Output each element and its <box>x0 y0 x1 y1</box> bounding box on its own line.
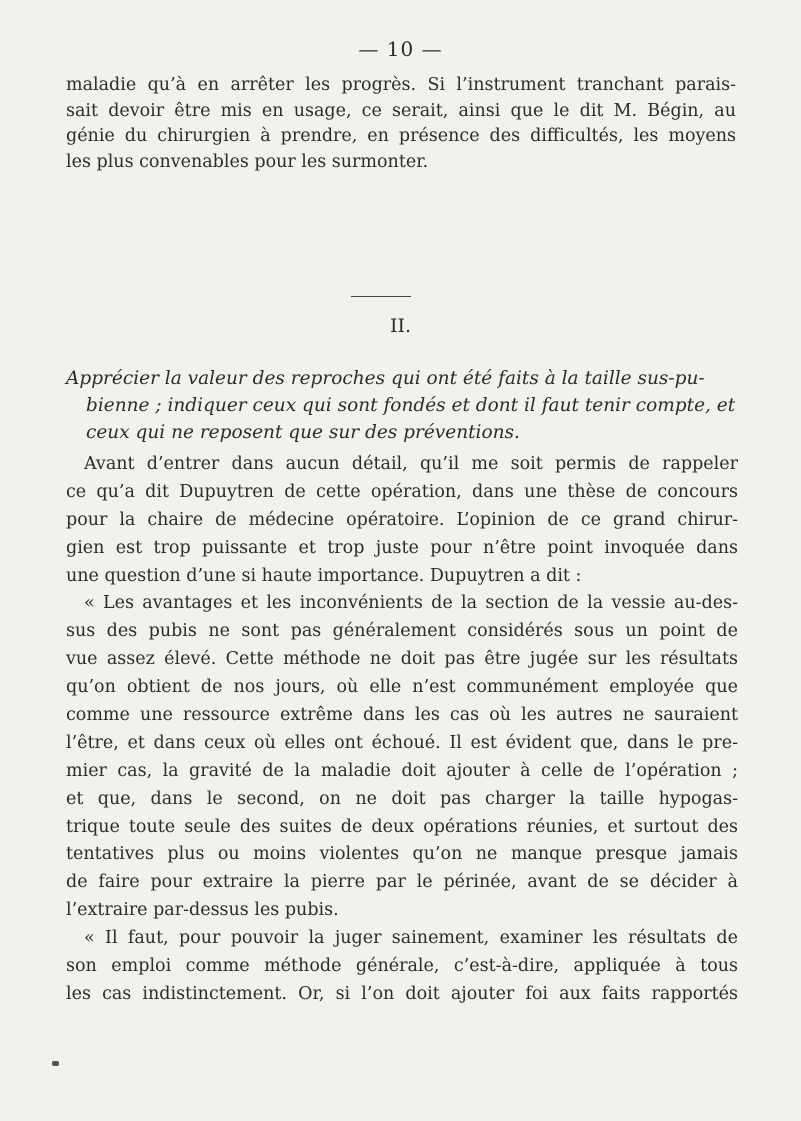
text-line: et que, dans le second, on ne doit pas charger la taille hypogas- <box>66 788 738 809</box>
section-title-line: ceux qui ne reposent que sur des préventions. <box>86 422 520 443</box>
body-text <box>66 451 738 1009</box>
top-paragraph <box>66 73 736 175</box>
text-line: Avant d’entrer dans aucun détail, qu’il me soit permis de rappeler <box>84 454 738 474</box>
text-line: « Les avantages et les inconvénients de la section de la vessie au-des- <box>84 593 738 614</box>
text-line: « Il faut, pour pouvoir la juger sainement, examiner les résultats de <box>84 928 738 949</box>
text-line: les cas indistinctement. Or, si l’on doit ajouter foi aux faits rapportés <box>66 983 738 1004</box>
text-line: les plus convenables pour les surmonter. <box>66 151 429 172</box>
section-divider <box>351 296 411 297</box>
page-number: — 10 — <box>358 37 443 61</box>
text-line: maladie qu’à en arrêter les progrès. Si l’instrument tranchant parais- <box>66 75 736 95</box>
text-line: gien est trop puissante et trop juste pour n’être point invoquée dans <box>66 537 738 558</box>
text-line: tentatives plus ou moins violentes qu’on ne manque presque jamais <box>66 844 738 865</box>
text-line: l’extraire par-dessus les pubis. <box>66 900 339 921</box>
section-title-line: Apprécier la valeur des reproches qui ont été faits à la taille sus-pu- <box>66 368 705 389</box>
ink-mark <box>52 1061 59 1066</box>
section-number: II. <box>389 315 412 337</box>
text-line: l’être, et dans ceux où elles ont échoué. Il est évident que, dans le pre- <box>66 732 738 753</box>
text-line: comme une ressource extrême dans les cas où les autres ne sauraient <box>66 705 738 726</box>
text-line: sus des pubis ne sont pas généralement considérés sous un point de <box>66 621 738 642</box>
text-line: une question d’une si haute importance. Dupuytren a dit : <box>66 565 582 586</box>
text-line: son emploi comme méthode générale, c’est-à-dire, appliquée à tous <box>66 956 738 977</box>
text-line: de faire pour extraire la pierre par le périnée, avant de se décider à <box>66 872 738 893</box>
text-line: trique toute seule des suites de deux opérations réunies, et surtout des <box>66 816 738 837</box>
text-line: sait devoir être mis en usage, ce serait, ainsi que le dit M. Bégin, au <box>66 100 736 121</box>
section-title <box>66 365 736 446</box>
text-line: mier cas, la gravité de la maladie doit ajouter à celle de l’opération ; <box>66 760 738 781</box>
text-line: qu’on obtient de nos jours, où elle n’est communément employée que <box>66 677 738 698</box>
section-title-line: bienne ; indiquer ceux qui sont fondés et dont il faut tenir compte, et <box>86 395 736 416</box>
text-line: génie du chirurgien à prendre, en présence des difficultés, les moyens <box>66 126 736 146</box>
text-line: pour la chaire de médecine opératoire. L’opinion de ce grand chirur- <box>66 509 738 530</box>
text-line: vue assez élevé. Cette méthode ne doit pas être jugée sur les résultats <box>66 649 738 670</box>
text-line: ce qu’a dit Dupuytren de cette opération, dans une thèse de concours <box>66 481 738 502</box>
